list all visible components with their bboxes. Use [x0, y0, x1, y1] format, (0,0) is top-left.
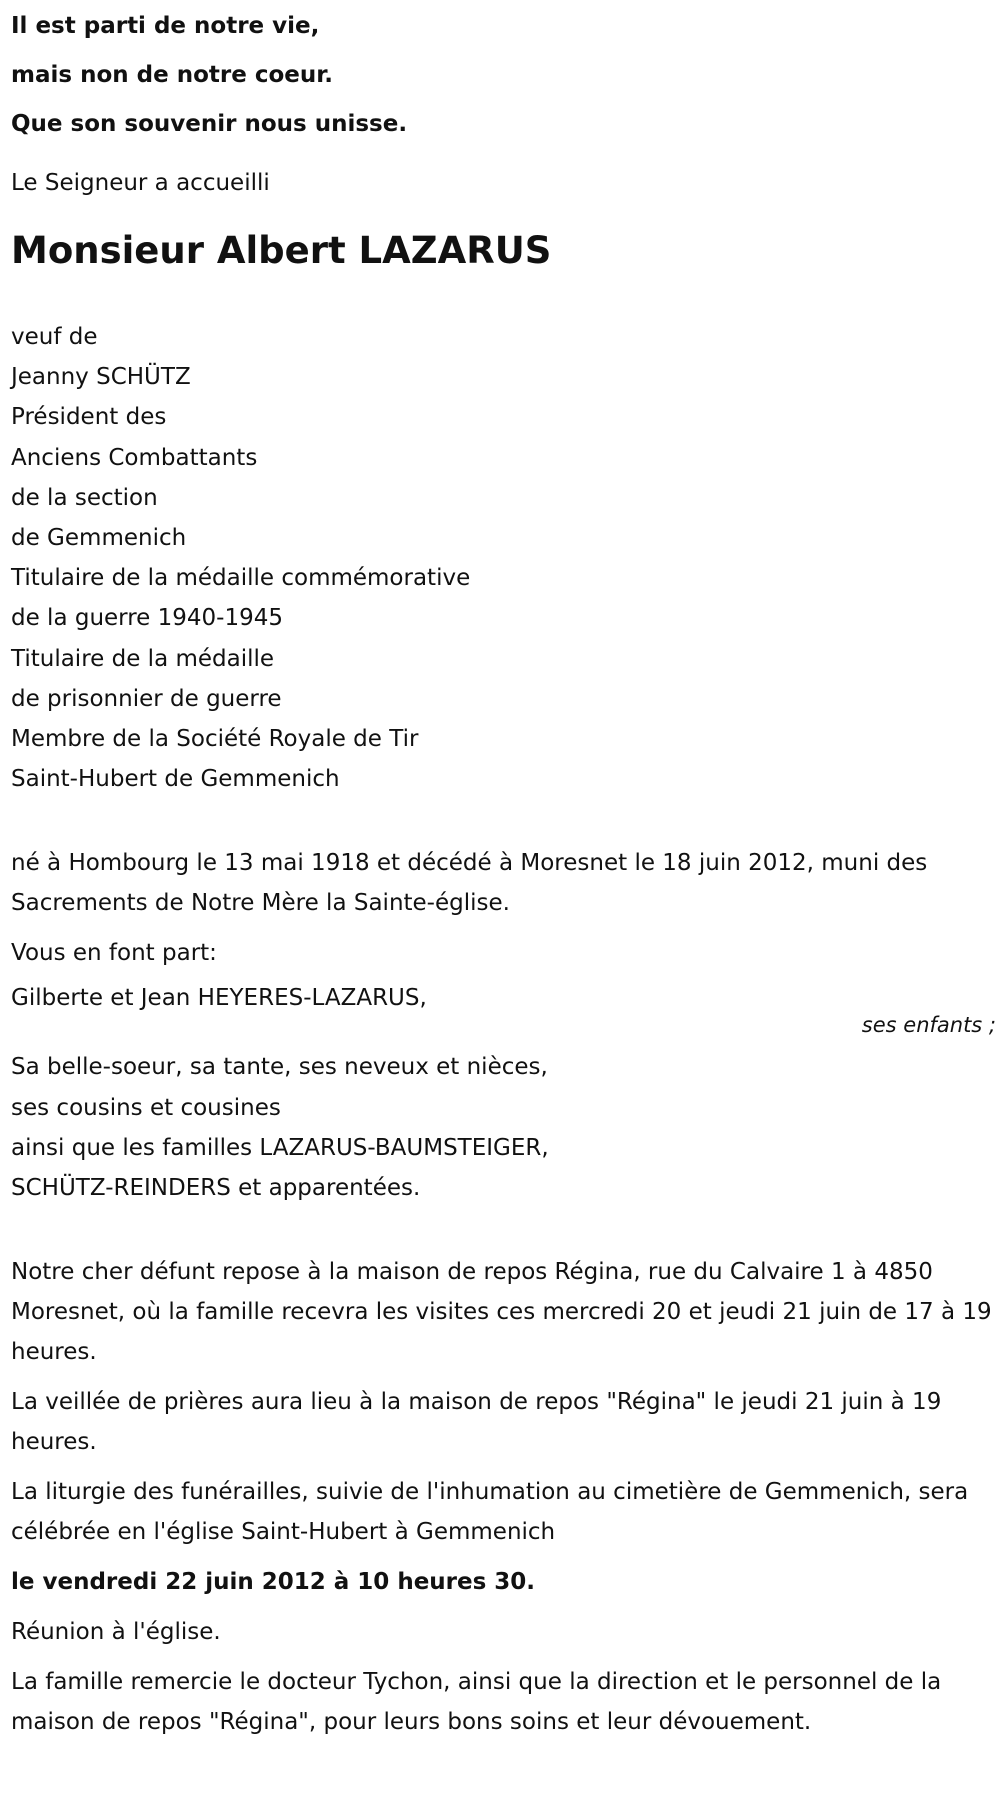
- title-line: veuf de: [11, 324, 98, 350]
- announcement-text: Vous en font part:: [11, 940, 217, 967]
- children-role: ses enfants ;: [861, 1013, 996, 1038]
- liturgy-text: La liturgie des funérailles, suivie de l'inhumation au cimetière de Gemmenich, sera célébrée en l'église Saint-Hubert à Gemmenich: [11, 1479, 969, 1546]
- relatives-line: SCHÜTZ-REINDERS et apparentées.: [11, 1175, 421, 1202]
- relatives-line: ses cousins et cousines: [11, 1094, 281, 1121]
- title-line: Jeanny SCHÜTZ: [11, 364, 191, 391]
- birth-death-text: né à Hombourg le 13 mai 1918 et décédé à Moresnet le 18 juin 2012, muni des Sacrements de Notre Mère la Sainte-église.: [11, 850, 928, 917]
- title-line: de Gemmenich: [11, 525, 187, 552]
- vigil-text: La veillée de prières aura lieu à la maison de repos "Régina" le jeudi 21 juin à 19 heures.: [11, 1389, 942, 1456]
- title-line: de prisonnier de guerre: [11, 685, 282, 712]
- verse-line-1: Il est parti de notre vie,: [11, 13, 320, 39]
- thanks-text: La famille remercie le docteur Tychon, ainsi que la direction et le personnel de la maison de repos "Régina", pour leurs bons soins et leur dévouement.: [11, 1669, 942, 1736]
- titles-list: [11, 317, 1000, 799]
- title-line: Anciens Combattants: [11, 444, 258, 471]
- funeral-date: le vendredi 22 juin 2012 à 10 heures 30.: [11, 1569, 536, 1596]
- children-names: Gilberte et Jean HEYERES-LAZARUS,: [11, 985, 427, 1012]
- verse-line-3: Que son souvenir nous unisse.: [11, 111, 408, 137]
- title-line: de la guerre 1940-1945: [11, 605, 284, 632]
- title-line: Titulaire de la médaille commémorative: [11, 565, 471, 592]
- resting-place-text: Notre cher défunt repose à la maison de repos Régina, rue du Calvaire 1 à 4850 Moresnet, où la famille recevra les visites ces mercredi 20 et jeudi 21 juin de 17 à 19 heures.: [11, 1259, 992, 1366]
- title-line: Titulaire de la médaille: [11, 645, 275, 672]
- meeting-text: Réunion à l'église.: [11, 1619, 221, 1646]
- relatives-line: Sa belle-soeur, sa tante, ses neveux et nièces,: [11, 1054, 548, 1081]
- deceased-name: Monsieur Albert LAZARUS: [11, 229, 552, 272]
- title-line: Saint-Hubert de Gemmenich: [11, 766, 340, 793]
- title-line: de la section: [11, 484, 158, 511]
- title-line: Président des: [11, 404, 167, 431]
- intro-text: Le Seigneur a accueilli: [11, 170, 270, 196]
- relatives-line: ainsi que les familles LAZARUS-BAUMSTEIGER,: [11, 1134, 549, 1161]
- relatives-list: [11, 1047, 1000, 1208]
- title-line: Membre de la Société Royale de Tir: [11, 726, 419, 753]
- verse-line-2: mais non de notre coeur.: [11, 62, 334, 88]
